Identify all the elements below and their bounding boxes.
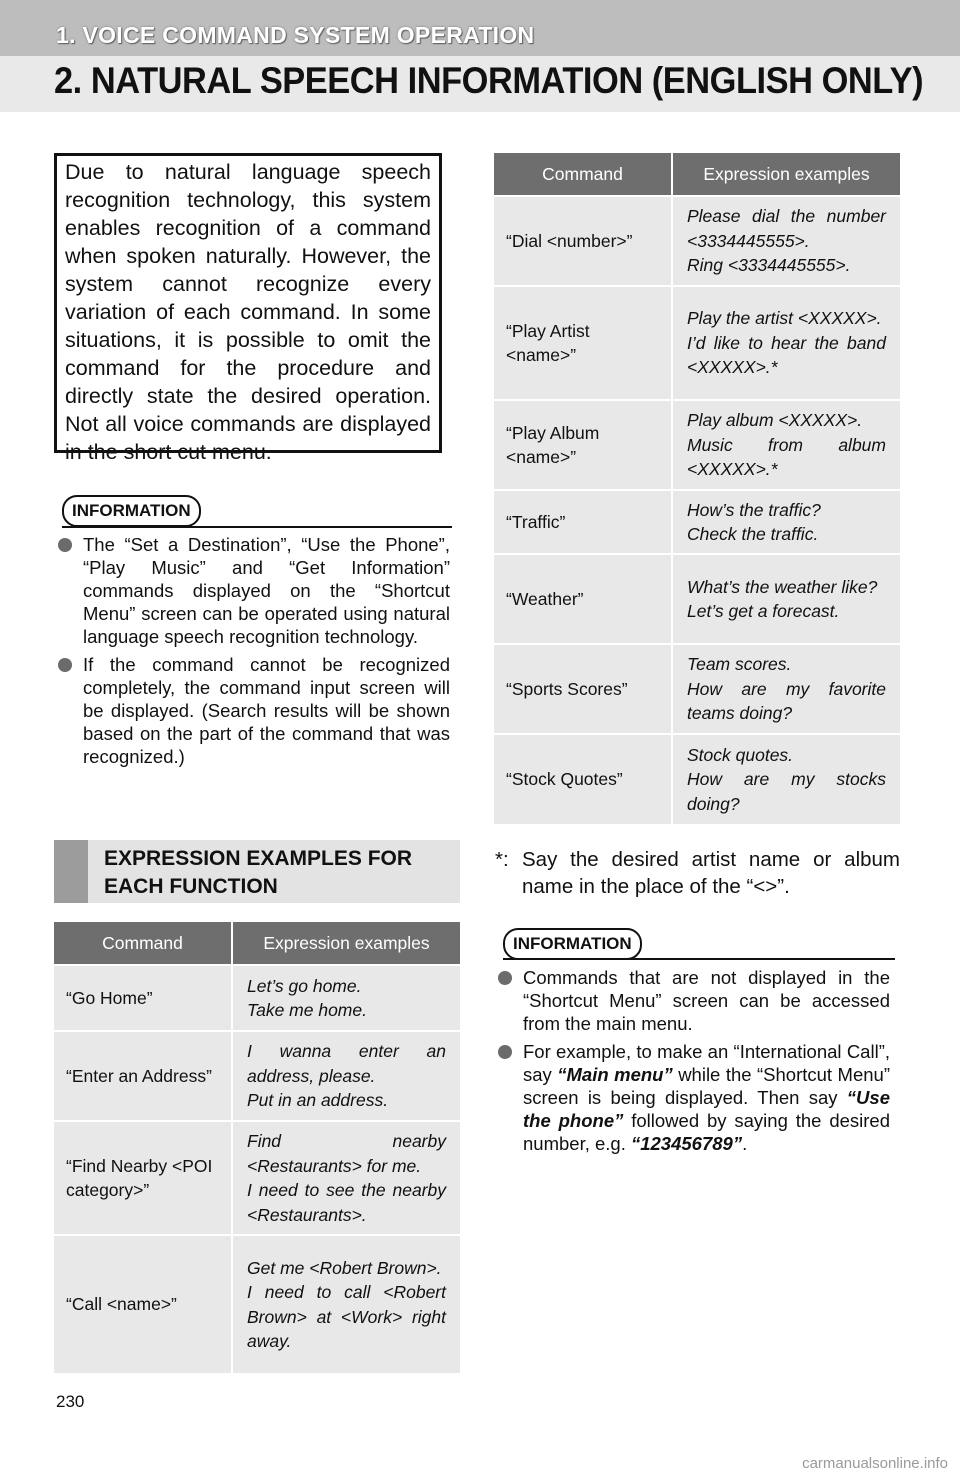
intro-box bbox=[54, 153, 442, 464]
table-row bbox=[494, 734, 900, 824]
example-line: Find nearby <Restaurants> for me. bbox=[247, 1131, 446, 1176]
examples-cell bbox=[232, 965, 460, 1031]
column-header-command: Command bbox=[494, 153, 672, 196]
subheading-line1: EXPRESSION EXAMPLES FOR bbox=[104, 847, 413, 870]
text-run: followed by saying the desired number, e.g. bbox=[523, 1110, 891, 1154]
information-item bbox=[496, 1040, 890, 1155]
bullet-icon bbox=[58, 658, 72, 672]
example-line: Ring <3334445555>. bbox=[687, 255, 851, 276]
page-number: 230 bbox=[56, 1392, 85, 1411]
information-rule bbox=[503, 958, 895, 960]
bullet-icon bbox=[58, 538, 72, 552]
watermark: carmanualsonline.info bbox=[802, 1455, 948, 1472]
examples-cell bbox=[232, 1235, 460, 1373]
example-line: Play album <XXXXX>. bbox=[687, 410, 863, 431]
text-run: . bbox=[742, 1133, 748, 1154]
bullet-icon bbox=[498, 971, 512, 985]
subheading-line2: EACH FUNCTION bbox=[104, 875, 278, 898]
information-list bbox=[496, 966, 890, 1160]
information-item bbox=[56, 533, 450, 648]
footnote-text: Say the desired artist name or album name in the place of the “<>”. bbox=[522, 848, 900, 898]
command-cell: “Play Artist <name>” bbox=[494, 286, 672, 400]
footnote bbox=[495, 846, 900, 900]
examples-cell bbox=[672, 554, 900, 644]
example-line: I need to call <Robert Brown> at <Work> right away. bbox=[247, 1282, 446, 1351]
command-cell: “Traffic” bbox=[494, 490, 672, 554]
information-item-text: If the command cannot be recognized completely, the command input screen will be displayed. (Search results will be shown based on the part of the command that was recognized.) bbox=[83, 654, 450, 767]
page-title: 2. NATURAL SPEECH INFORMATION (ENGLISH ONLY) bbox=[54, 60, 924, 101]
example-line: Please dial the number <3334445555>. bbox=[687, 206, 886, 251]
subheading bbox=[54, 840, 460, 903]
section-title: 1. VOICE COMMAND SYSTEM OPERATION bbox=[56, 22, 535, 48]
command-cell: “Go Home” bbox=[54, 965, 232, 1031]
example-line: Let’s go home. bbox=[247, 975, 362, 996]
example-line: Let’s get a forecast. bbox=[687, 601, 840, 621]
table-row bbox=[494, 400, 900, 490]
example-line: Stock quotes. bbox=[687, 744, 794, 765]
table-row bbox=[494, 554, 900, 644]
subheading-bar bbox=[54, 840, 88, 903]
voice-command: “123456789” bbox=[630, 1133, 743, 1154]
example-line: How’s the traffic? bbox=[687, 499, 821, 520]
examples-cell bbox=[672, 734, 900, 824]
examples-cell bbox=[672, 286, 900, 400]
command-cell: “Enter an Address” bbox=[54, 1031, 232, 1121]
command-cell: “Stock Quotes” bbox=[494, 734, 672, 824]
subheading-text bbox=[104, 845, 412, 901]
example-line: How are my stocks doing? bbox=[687, 769, 886, 814]
examples-cell bbox=[232, 1031, 460, 1121]
example-line: I wanna enter an address, please. bbox=[247, 1041, 446, 1086]
examples-cell bbox=[672, 490, 900, 554]
table-row bbox=[494, 490, 900, 554]
example-line: Play the artist <XXXXX>. bbox=[687, 308, 882, 329]
command-cell: “Sports Scores” bbox=[494, 644, 672, 734]
command-cell: “Call <name>” bbox=[54, 1235, 232, 1373]
table-row bbox=[54, 1235, 460, 1373]
example-line: What’s the weather like? bbox=[687, 576, 878, 597]
command-cell: “Find Nearby <POI category>” bbox=[54, 1121, 232, 1235]
information-badge: INFORMATION bbox=[62, 495, 201, 527]
information-item-text: The “Set a Destination”, “Use the Phone”, “Play Music” and “Get Information” commands displayed on the “Shortcut Menu” screen can be operated using natural language speech recognition technology. bbox=[83, 534, 450, 647]
example-line: I’d like to hear the band <XXXXX>.* bbox=[687, 332, 886, 378]
footnote-mark: *: bbox=[495, 848, 509, 871]
text-run: while the “Shortcut Menu” screen is being displayed. Then say bbox=[523, 1064, 890, 1108]
table-row bbox=[54, 1031, 460, 1121]
examples-cell bbox=[672, 644, 900, 734]
example-line: Get me <Robert Brown>. bbox=[247, 1257, 442, 1278]
command-cell: “Dial <number>” bbox=[494, 196, 672, 286]
examples-cell bbox=[672, 196, 900, 286]
bullet-icon bbox=[498, 1045, 512, 1059]
information-list bbox=[56, 533, 450, 773]
examples-cell bbox=[672, 400, 900, 490]
intro-text: Due to natural language speech recognition technology, this system enables recognition of a command when spoken naturally. However, the system cannot recognize every variation of each command. In some situations, it is possible to omit the command for the procedure and directly state the desired operation. Not all voice commands are displayed in the short cut menu. bbox=[65, 160, 431, 464]
information-rule bbox=[62, 526, 452, 528]
information-item bbox=[56, 653, 450, 768]
table-row bbox=[494, 196, 900, 286]
voice-command: “Use the phone” bbox=[523, 1087, 890, 1131]
table-row bbox=[54, 965, 460, 1031]
column-header-command: Command bbox=[54, 922, 232, 965]
information-item bbox=[496, 966, 890, 1035]
command-cell: “Weather” bbox=[494, 554, 672, 644]
example-line: Check the traffic. bbox=[687, 524, 819, 544]
example-line: I need to see the nearby <Restaurants>. bbox=[247, 1180, 446, 1225]
information-item-text: Commands that are not displayed in the “Shortcut Menu” screen can be accessed from the main menu. bbox=[523, 967, 890, 1034]
table-row bbox=[494, 286, 900, 400]
column-header-examples: Expression examples bbox=[232, 922, 460, 965]
table-row bbox=[54, 1121, 460, 1235]
example-line: Team scores. bbox=[687, 654, 792, 675]
information-badge: INFORMATION bbox=[503, 928, 642, 960]
table-row bbox=[494, 644, 900, 734]
command-cell: “Play Album <name>” bbox=[494, 400, 672, 490]
expression-table-right bbox=[494, 153, 900, 824]
voice-command: “Main menu” bbox=[557, 1064, 673, 1085]
information-item-text bbox=[523, 1041, 890, 1154]
example-line: How are my favorite teams doing? bbox=[687, 678, 886, 724]
example-line: Take me home. bbox=[247, 1000, 367, 1020]
expression-table-left bbox=[54, 922, 460, 1373]
example-line: Put in an address. bbox=[247, 1090, 389, 1111]
example-line: Music from album <XXXXX>.* bbox=[687, 434, 886, 480]
column-header-examples: Expression examples bbox=[672, 153, 900, 196]
examples-cell bbox=[232, 1121, 460, 1235]
text-run: For example, to make an “International Call”, say bbox=[523, 1041, 890, 1085]
